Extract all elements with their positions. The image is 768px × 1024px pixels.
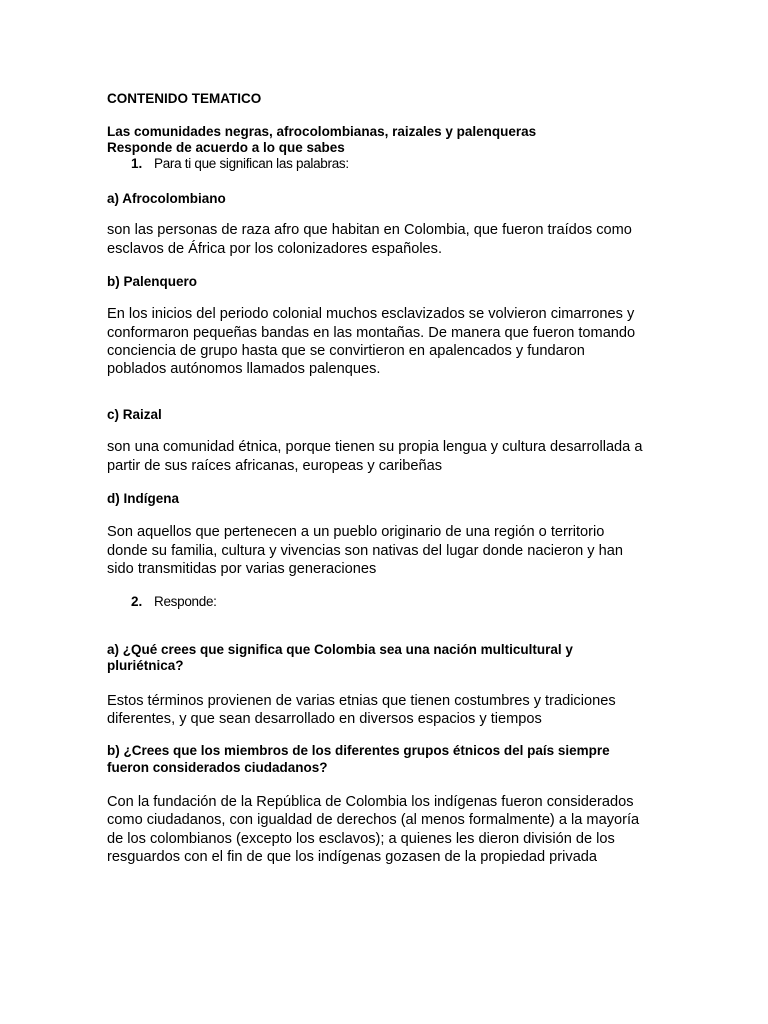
question-a-line-2: pluriétnica? (107, 658, 184, 673)
item-number: 2. (131, 594, 143, 609)
section-a-line-2: esclavos de África por los colonizadores españoles. (107, 241, 443, 257)
answer-b-line-2: como ciudadanos, con igualdad de derechos (al menos formalmente) a la mayoría (107, 812, 640, 828)
section-b-line-3: conciencia de grupo hasta que se convirtieron en apalencados y fundaron (107, 343, 585, 359)
section-a-title: a) Afrocolombiano (107, 191, 226, 206)
document-instruction: Responde de acuerdo a lo que sabes (107, 140, 345, 155)
section-a-line-1: son las personas de raza afro que habitan en Colombia, que fueron traídos como (107, 222, 632, 238)
numbered-item-2 (131, 594, 217, 610)
answer-a-line-1: Estos términos provienen de varias etnias que tienen costumbres y tradiciones (107, 693, 616, 709)
document-heading: CONTENIDO TEMATICO (107, 91, 262, 106)
section-b-line-2: conformaron pequeñas bandas en las montañas. De manera que fueron tomando (107, 325, 636, 341)
question-b-line-1: b) ¿Crees que los miembros de los diferentes grupos étnicos del país siempre (107, 743, 610, 758)
section-d-line-2: donde su familia, cultura y vivencias son nativas del lugar donde nacieron y han (107, 543, 623, 559)
section-d-line-1: Son aquellos que pertenecen a un pueblo originario de una región o territorio (107, 524, 605, 540)
item-text: Para ti que significan las palabras: (154, 156, 349, 171)
answer-b-line-3: de los colombianos (excepto los esclavos); a quienes les dieron división de los (107, 831, 615, 847)
section-b-title: b) Palenquero (107, 274, 198, 289)
section-d-line-3: sido transmitidas por varias generaciones (107, 561, 377, 577)
section-b-line-4: poblados autónomos llamados palenques. (107, 361, 381, 377)
item-text: Responde: (154, 594, 217, 609)
section-c-line-1: son una comunidad étnica, porque tienen su propia lengua y cultura desarrollada a (107, 439, 643, 455)
section-c-title: c) Raizal (107, 407, 162, 422)
section-c-line-2: partir de sus raíces africanas, europeas y caribeñas (107, 458, 443, 474)
question-a-line-1: a) ¿Qué crees que significa que Colombia sea una nación multicultural y (107, 642, 573, 657)
document-subtitle: Las comunidades negras, afrocolombianas, raizales y palenqueras (107, 124, 537, 139)
answer-b-line-1: Con la fundación de la República de Colombia los indígenas fueron considerados (107, 794, 634, 810)
answer-a-line-2: diferentes, y que sean desarrollado en diversos espacios y tiempos (107, 711, 542, 727)
question-b-line-2: fueron considerados ciudadanos? (107, 760, 328, 775)
answer-b-line-4: resguardos con el fin de que los indígenas gozasen de la propiedad privada (107, 849, 598, 865)
item-number: 1. (131, 156, 143, 171)
numbered-item-1 (131, 156, 349, 172)
section-b-line-1: En los inicios del periodo colonial muchos esclavizados se volvieron cimarrones y (107, 306, 635, 322)
section-d-title: d) Indígena (107, 491, 179, 506)
